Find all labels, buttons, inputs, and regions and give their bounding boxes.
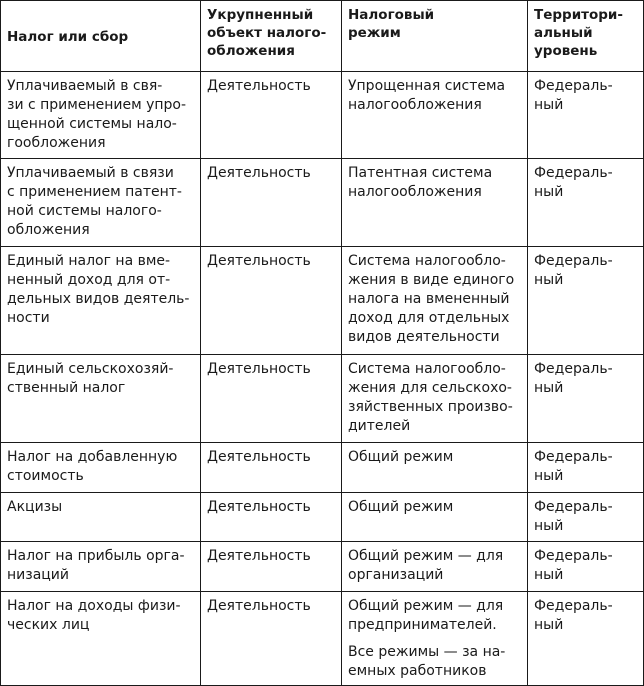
- cell-level: Федераль- ный: [528, 247, 644, 355]
- cell-regime: Общий режим — для предпринимателей. Все режимы — за на- емных работников: [342, 592, 528, 686]
- header-object: Укрупненный объект налого- обложения: [201, 1, 342, 72]
- cell-object: Деятельность: [201, 72, 342, 159]
- cell-tax: Налог на доходы физи- ческих лиц: [1, 592, 201, 686]
- table-row: [1, 493, 644, 542]
- cell-object: Деятельность: [201, 542, 342, 592]
- cell-tax: Уплачиваемый в связи с применением патент- ной системы налого- обложения: [1, 159, 201, 247]
- cell-tax: Налог на добавленную стоимость: [1, 443, 201, 493]
- header-regime: Налоговый режим: [342, 1, 528, 72]
- cell-regime: Патентная система налогообложения: [342, 159, 528, 247]
- cell-object: Деятельность: [201, 443, 342, 493]
- cell-regime: Система налогообло- жения для сельскохо- зяйственных произво- дителей: [342, 355, 528, 443]
- cell-object: Деятельность: [201, 493, 342, 542]
- cell-object: Деятельность: [201, 247, 342, 355]
- cell-tax: Единый налог на вме- ненный доход для от- дельных видов деятель- ности: [1, 247, 201, 355]
- cell-level: Федераль- ный: [528, 72, 644, 159]
- cell-regime: Общий режим: [342, 493, 528, 542]
- cell-regime: Упрощенная система налогообложения: [342, 72, 528, 159]
- cell-regime: Система налогообло- жения в виде единого налога на вмененный доход для отдельных видов деятельности: [342, 247, 528, 355]
- cell-regime: Общий режим: [342, 443, 528, 493]
- cell-regime: Общий режим — для организаций: [342, 542, 528, 592]
- cell-level: Федераль- ный: [528, 493, 644, 542]
- table-row: [1, 592, 644, 686]
- cell-level: Федераль- ный: [528, 592, 644, 686]
- cell-level: Федераль- ный: [528, 542, 644, 592]
- cell-tax: Налог на прибыль орга- низаций: [1, 542, 201, 592]
- table-row: [1, 355, 644, 443]
- table-row: [1, 443, 644, 493]
- cell-object: Деятельность: [201, 592, 342, 686]
- table-row: [1, 542, 644, 592]
- cell-object: Деятельность: [201, 159, 342, 247]
- table-row: [1, 72, 644, 159]
- cell-level: Федераль- ный: [528, 443, 644, 493]
- table-header-row: [1, 1, 644, 72]
- cell-level: Федераль- ный: [528, 355, 644, 443]
- table-row: [1, 247, 644, 355]
- table-row: [1, 159, 644, 247]
- cell-tax: Акцизы: [1, 493, 201, 542]
- header-tax: Налог или сбор: [1, 1, 201, 72]
- cell-level: Федераль- ный: [528, 159, 644, 247]
- cell-regime-extra: Все режимы — за на- емных работников: [348, 644, 506, 679]
- cell-tax: Единый сельскохозяй- ственный налог: [1, 355, 201, 443]
- header-level: Территори- альный уровень: [528, 1, 644, 72]
- cell-object: Деятельность: [201, 355, 342, 443]
- cell-tax: Уплачиваемый в свя- зи с применением упро- щенной системы нало- гообложения: [1, 72, 201, 159]
